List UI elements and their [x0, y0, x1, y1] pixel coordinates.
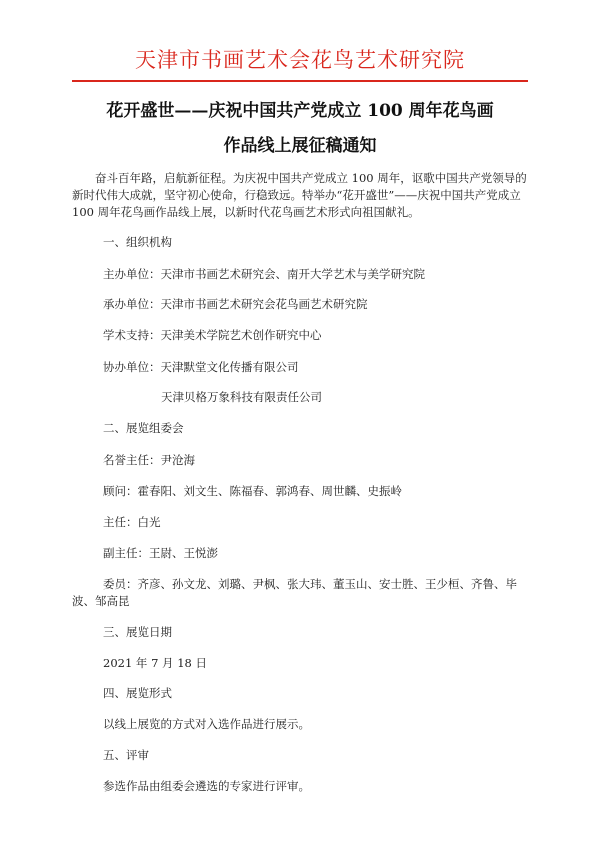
section-heading-organization: 一、组织机构 [103, 235, 172, 249]
section-heading-date: 三、展览日期 [103, 625, 172, 639]
notice-title-line-1: 花开盛世——庆祝中国共产党成立 100 周年花鸟画 [106, 101, 494, 121]
review-description: 参选作品由组委会遴选的专家进行评审。 [103, 779, 310, 793]
organizer-unit: 承办单位：天津市书画艺术研究会花鸟画艺术研究院 [103, 297, 368, 311]
section-heading-committee: 二、展览组委会 [103, 421, 184, 435]
intro-paragraph: 奋斗百年路，启航新征程。为庆祝中国共产党成立 100 周年，讴歌中国共产党领导的新时代伟大成就，坚守初心使命，行稳致远。特举办“花开盛世”——庆祝中国共产党成立 100 周年花鸟画作品线上展，以新时代花鸟画艺术形式向祖国献礼。 [72, 171, 527, 219]
header-organization: 天津市书画艺术会花鸟艺术研究院 [135, 48, 465, 72]
section-heading-format: 四、展览形式 [103, 686, 172, 700]
co-organizer-1: 协办单位：天津默堂文化传播有限公司 [103, 360, 299, 374]
advisors: 顾问：霍春阳、刘文生、陈福春、郭鸿春、周世麟、史振岭 [103, 484, 402, 498]
host-unit: 主办单位：天津市书画艺术研究会、南开大学艺术与美学研究院 [103, 267, 425, 281]
exhibition-date: 2021 年 7 月 18 日 [103, 656, 207, 670]
co-organizer-2: 天津贝格万象科技有限责任公司 [161, 390, 322, 404]
section-heading-review: 五、评审 [103, 748, 149, 762]
director: 主任：白光 [103, 515, 161, 529]
header-divider [72, 80, 528, 82]
exhibition-format: 以线上展览的方式对入选作品进行展示。 [103, 717, 310, 731]
academic-support: 学术支持：天津美术学院艺术创作研究中心 [103, 328, 322, 342]
honorary-director: 名誉主任：尹沧海 [103, 453, 195, 467]
committee-members-line-1: 委员：齐彦、孙文龙、刘璐、尹枫、张大玮、董玉山、安士胜、王少桓、齐鲁、毕 [103, 577, 517, 591]
deputy-directors: 副主任：王尉、王悦澎 [103, 546, 218, 560]
notice-title-line-2: 作品线上展征稿通知 [223, 136, 377, 156]
committee-members-line-2: 波、邹高昆 [72, 594, 130, 608]
